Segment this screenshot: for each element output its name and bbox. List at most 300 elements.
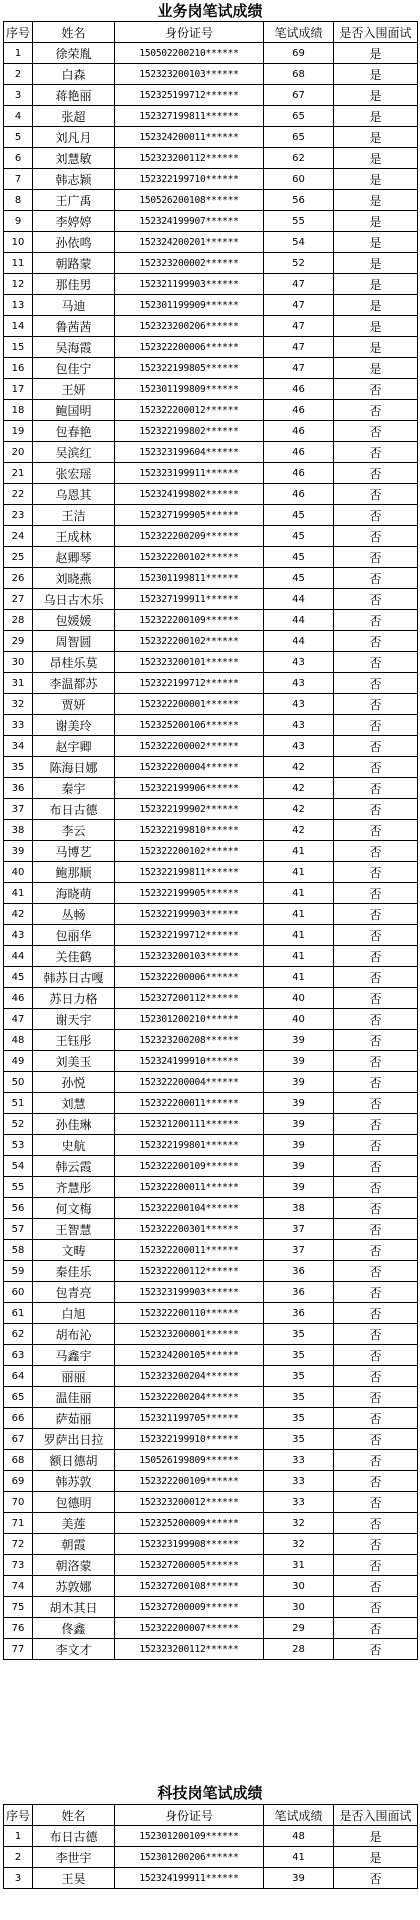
table-row bbox=[4, 274, 418, 295]
table-row bbox=[4, 589, 418, 610]
table-row bbox=[4, 547, 418, 568]
table-row bbox=[4, 1847, 418, 1868]
table-row bbox=[4, 421, 418, 442]
cell-name: 王昊 bbox=[33, 1868, 115, 1889]
cell-interview: 否 bbox=[334, 778, 418, 799]
cell-seq: 42 bbox=[4, 904, 33, 925]
cell-score: 39 bbox=[264, 1156, 334, 1177]
cell-score: 39 bbox=[264, 1072, 334, 1093]
cell-interview: 否 bbox=[334, 1009, 418, 1030]
table-row bbox=[4, 1429, 418, 1450]
cell-seq: 3 bbox=[4, 85, 33, 106]
cell-id: 152322200011****** bbox=[115, 1093, 264, 1114]
table-row bbox=[4, 400, 418, 421]
cell-seq: 74 bbox=[4, 1576, 33, 1597]
cell-name: 丛畅 bbox=[33, 904, 115, 925]
cell-name: 李温都苏 bbox=[33, 673, 115, 694]
table-row bbox=[4, 106, 418, 127]
cell-seq: 39 bbox=[4, 841, 33, 862]
cell-id: 152322200002****** bbox=[115, 736, 264, 757]
cell-score: 46 bbox=[264, 484, 334, 505]
cell-id: 152323200206****** bbox=[115, 316, 264, 337]
table-row bbox=[4, 85, 418, 106]
cell-interview: 否 bbox=[334, 1051, 418, 1072]
cell-score: 30 bbox=[264, 1576, 334, 1597]
cell-interview: 否 bbox=[334, 1513, 418, 1534]
header-name: 姓名 bbox=[33, 1805, 115, 1826]
cell-id: 152327199811****** bbox=[115, 106, 264, 127]
cell-id: 152323199911****** bbox=[115, 463, 264, 484]
cell-name: 胡木其日 bbox=[33, 1597, 115, 1618]
cell-score: 35 bbox=[264, 1429, 334, 1450]
cell-seq: 30 bbox=[4, 652, 33, 673]
table-row bbox=[4, 1471, 418, 1492]
cell-interview: 否 bbox=[334, 1219, 418, 1240]
cell-name: 布日古德 bbox=[33, 1826, 115, 1847]
cell-seq: 50 bbox=[4, 1072, 33, 1093]
cell-interview: 否 bbox=[334, 1639, 418, 1660]
cell-name: 胡布沁 bbox=[33, 1324, 115, 1345]
cell-id: 150502200210****** bbox=[115, 43, 264, 64]
table-row bbox=[4, 64, 418, 85]
cell-seq: 24 bbox=[4, 526, 33, 547]
cell-interview: 否 bbox=[334, 568, 418, 589]
cell-id: 152322200102****** bbox=[115, 547, 264, 568]
business-table-title: 业务岗笔试成绩 bbox=[157, 2, 263, 20]
table-row bbox=[4, 337, 418, 358]
cell-name: 额日德胡 bbox=[33, 1450, 115, 1471]
cell-seq: 55 bbox=[4, 1177, 33, 1198]
cell-name: 王广禹 bbox=[33, 190, 115, 211]
table-row bbox=[4, 1408, 418, 1429]
cell-name: 罗萨出日拉 bbox=[33, 1429, 115, 1450]
business-score-table bbox=[3, 21, 418, 1660]
table-row bbox=[4, 652, 418, 673]
cell-score: 69 bbox=[264, 43, 334, 64]
cell-seq: 10 bbox=[4, 232, 33, 253]
cell-score: 54 bbox=[264, 232, 334, 253]
cell-score: 39 bbox=[264, 1868, 334, 1889]
cell-score: 45 bbox=[264, 568, 334, 589]
cell-score: 48 bbox=[264, 1826, 334, 1847]
cell-score: 35 bbox=[264, 1387, 334, 1408]
cell-name: 乌恩其 bbox=[33, 484, 115, 505]
cell-interview: 是 bbox=[334, 190, 418, 211]
cell-seq: 29 bbox=[4, 631, 33, 652]
table-row bbox=[4, 862, 418, 883]
cell-id: 152322199906****** bbox=[115, 778, 264, 799]
cell-seq: 9 bbox=[4, 211, 33, 232]
cell-seq: 62 bbox=[4, 1324, 33, 1345]
cell-seq: 59 bbox=[4, 1261, 33, 1282]
cell-seq: 49 bbox=[4, 1051, 33, 1072]
cell-name: 蒋艳丽 bbox=[33, 85, 115, 106]
cell-score: 32 bbox=[264, 1513, 334, 1534]
cell-id: 152301200206****** bbox=[115, 1847, 264, 1868]
cell-seq: 26 bbox=[4, 568, 33, 589]
table-row bbox=[4, 778, 418, 799]
cell-seq: 16 bbox=[4, 358, 33, 379]
cell-id: 152322200102****** bbox=[115, 631, 264, 652]
cell-id: 152324200011****** bbox=[115, 127, 264, 148]
cell-interview: 否 bbox=[334, 463, 418, 484]
cell-seq: 19 bbox=[4, 421, 33, 442]
cell-interview: 否 bbox=[334, 673, 418, 694]
cell-seq: 1 bbox=[4, 43, 33, 64]
cell-score: 65 bbox=[264, 106, 334, 127]
cell-id: 152322200004****** bbox=[115, 1072, 264, 1093]
cell-id: 152322199905****** bbox=[115, 883, 264, 904]
cell-score: 33 bbox=[264, 1450, 334, 1471]
cell-interview: 是 bbox=[334, 1826, 418, 1847]
cell-id: 152322200012****** bbox=[115, 400, 264, 421]
table-row bbox=[4, 253, 418, 274]
table-row bbox=[4, 1156, 418, 1177]
cell-name: 吴滨红 bbox=[33, 442, 115, 463]
table-row bbox=[4, 1618, 418, 1639]
cell-name: 鲍国明 bbox=[33, 400, 115, 421]
cell-score: 39 bbox=[264, 1114, 334, 1135]
cell-id: 152324199907****** bbox=[115, 211, 264, 232]
cell-name: 刘慧敏 bbox=[33, 148, 115, 169]
cell-score: 62 bbox=[264, 148, 334, 169]
cell-score: 47 bbox=[264, 274, 334, 295]
cell-score: 65 bbox=[264, 127, 334, 148]
table-row bbox=[4, 1345, 418, 1366]
table-row bbox=[4, 1387, 418, 1408]
cell-id: 152327199905****** bbox=[115, 505, 264, 526]
cell-seq: 64 bbox=[4, 1366, 33, 1387]
cell-name: 包春艳 bbox=[33, 421, 115, 442]
cell-seq: 25 bbox=[4, 547, 33, 568]
cell-seq: 6 bbox=[4, 148, 33, 169]
table-row bbox=[4, 1009, 418, 1030]
cell-name: 秦宇 bbox=[33, 778, 115, 799]
cell-interview: 否 bbox=[334, 526, 418, 547]
cell-score: 39 bbox=[264, 1051, 334, 1072]
cell-name: 李文才 bbox=[33, 1639, 115, 1660]
cell-id: 152322200001****** bbox=[115, 694, 264, 715]
cell-name: 佟鑫 bbox=[33, 1618, 115, 1639]
cell-id: 152322200109****** bbox=[115, 1471, 264, 1492]
cell-interview: 否 bbox=[334, 1093, 418, 1114]
cell-score: 36 bbox=[264, 1303, 334, 1324]
cell-name: 赵卿琴 bbox=[33, 547, 115, 568]
cell-interview: 是 bbox=[334, 211, 418, 232]
cell-id: 152322199902****** bbox=[115, 799, 264, 820]
cell-interview: 是 bbox=[334, 43, 418, 64]
cell-interview: 否 bbox=[334, 1156, 418, 1177]
cell-name: 文畴 bbox=[33, 1240, 115, 1261]
cell-id: 152322199805****** bbox=[115, 358, 264, 379]
cell-id: 152301199811****** bbox=[115, 568, 264, 589]
cell-interview: 否 bbox=[334, 1868, 418, 1889]
cell-seq: 20 bbox=[4, 442, 33, 463]
cell-score: 44 bbox=[264, 610, 334, 631]
cell-interview: 否 bbox=[334, 1492, 418, 1513]
cell-id: 152322200102****** bbox=[115, 841, 264, 862]
cell-interview: 是 bbox=[334, 358, 418, 379]
table-row bbox=[4, 946, 418, 967]
cell-interview: 是 bbox=[334, 316, 418, 337]
cell-seq: 61 bbox=[4, 1303, 33, 1324]
cell-score: 46 bbox=[264, 421, 334, 442]
header-interview: 是否入围面试 bbox=[334, 1805, 418, 1826]
cell-score: 39 bbox=[264, 1030, 334, 1051]
cell-name: 李云 bbox=[33, 820, 115, 841]
table-row bbox=[4, 1114, 418, 1135]
header-seq: 序号 bbox=[4, 22, 33, 43]
cell-interview: 否 bbox=[334, 988, 418, 1009]
cell-id: 152323200101****** bbox=[115, 652, 264, 673]
cell-score: 29 bbox=[264, 1618, 334, 1639]
cell-name: 刘慧 bbox=[33, 1093, 115, 1114]
cell-name: 昂桂乐莫 bbox=[33, 652, 115, 673]
table-row bbox=[4, 1072, 418, 1093]
cell-interview: 否 bbox=[334, 736, 418, 757]
table-row bbox=[4, 1177, 418, 1198]
table-row bbox=[4, 883, 418, 904]
cell-interview: 是 bbox=[334, 232, 418, 253]
cell-seq: 44 bbox=[4, 946, 33, 967]
cell-interview: 否 bbox=[334, 1261, 418, 1282]
cell-id: 152322200004****** bbox=[115, 757, 264, 778]
cell-name: 张宏瑶 bbox=[33, 463, 115, 484]
cell-name: 朝洛蒙 bbox=[33, 1555, 115, 1576]
cell-seq: 4 bbox=[4, 106, 33, 127]
cell-interview: 否 bbox=[334, 1576, 418, 1597]
table-row bbox=[4, 988, 418, 1009]
cell-name: 秦佳乐 bbox=[33, 1261, 115, 1282]
cell-seq: 46 bbox=[4, 988, 33, 1009]
table-row bbox=[4, 316, 418, 337]
table-row bbox=[4, 820, 418, 841]
cell-interview: 否 bbox=[334, 1282, 418, 1303]
cell-score: 28 bbox=[264, 1639, 334, 1660]
cell-score: 42 bbox=[264, 820, 334, 841]
cell-interview: 否 bbox=[334, 1450, 418, 1471]
cell-id: 152321199705****** bbox=[115, 1408, 264, 1429]
cell-id: 152301200109****** bbox=[115, 1826, 264, 1847]
table-row bbox=[4, 295, 418, 316]
cell-id: 152325199712****** bbox=[115, 85, 264, 106]
cell-name: 孙佳琳 bbox=[33, 1114, 115, 1135]
cell-seq: 54 bbox=[4, 1156, 33, 1177]
cell-score: 60 bbox=[264, 169, 334, 190]
cell-name: 白旭 bbox=[33, 1303, 115, 1324]
cell-score: 35 bbox=[264, 1324, 334, 1345]
cell-score: 41 bbox=[264, 904, 334, 925]
cell-id: 152322200112****** bbox=[115, 1261, 264, 1282]
cell-interview: 是 bbox=[334, 1847, 418, 1868]
table-row bbox=[4, 841, 418, 862]
cell-seq: 13 bbox=[4, 295, 33, 316]
cell-score: 39 bbox=[264, 1135, 334, 1156]
cell-name: 苏敦娜 bbox=[33, 1576, 115, 1597]
header-seq: 序号 bbox=[4, 1805, 33, 1826]
cell-name: 张超 bbox=[33, 106, 115, 127]
cell-interview: 否 bbox=[334, 1408, 418, 1429]
cell-score: 52 bbox=[264, 253, 334, 274]
cell-interview: 否 bbox=[334, 1030, 418, 1051]
cell-name: 海晓萌 bbox=[33, 883, 115, 904]
cell-id: 152327199911****** bbox=[115, 589, 264, 610]
table-row bbox=[4, 715, 418, 736]
cell-score: 46 bbox=[264, 442, 334, 463]
cell-seq: 35 bbox=[4, 757, 33, 778]
table-row bbox=[4, 190, 418, 211]
table-row bbox=[4, 1303, 418, 1324]
cell-interview: 否 bbox=[334, 1072, 418, 1093]
cell-seq: 33 bbox=[4, 715, 33, 736]
table-row bbox=[4, 1534, 418, 1555]
cell-id: 152322200109****** bbox=[115, 610, 264, 631]
cell-score: 41 bbox=[264, 841, 334, 862]
cell-seq: 60 bbox=[4, 1282, 33, 1303]
cell-interview: 否 bbox=[334, 1429, 418, 1450]
cell-name: 包青亮 bbox=[33, 1282, 115, 1303]
cell-seq: 5 bbox=[4, 127, 33, 148]
cell-id: 152322199910****** bbox=[115, 1429, 264, 1450]
cell-seq: 67 bbox=[4, 1429, 33, 1450]
cell-id: 152322200011****** bbox=[115, 1177, 264, 1198]
cell-interview: 否 bbox=[334, 967, 418, 988]
cell-id: 152323200103****** bbox=[115, 946, 264, 967]
tech-score-table bbox=[3, 1804, 418, 1889]
table-row bbox=[4, 211, 418, 232]
cell-score: 37 bbox=[264, 1240, 334, 1261]
cell-name: 李世宇 bbox=[33, 1847, 115, 1868]
cell-name: 王智慧 bbox=[33, 1219, 115, 1240]
cell-score: 41 bbox=[264, 946, 334, 967]
cell-seq: 32 bbox=[4, 694, 33, 715]
cell-score: 47 bbox=[264, 316, 334, 337]
cell-seq: 1 bbox=[4, 1826, 33, 1847]
header-name: 姓名 bbox=[33, 22, 115, 43]
cell-score: 41 bbox=[264, 1847, 334, 1868]
cell-score: 67 bbox=[264, 85, 334, 106]
cell-seq: 56 bbox=[4, 1198, 33, 1219]
cell-id: 152324200201****** bbox=[115, 232, 264, 253]
cell-id: 152323199604****** bbox=[115, 442, 264, 463]
cell-interview: 否 bbox=[334, 1618, 418, 1639]
cell-name: 乌日古木乐 bbox=[33, 589, 115, 610]
cell-id: 152323199908****** bbox=[115, 1534, 264, 1555]
cell-score: 35 bbox=[264, 1366, 334, 1387]
cell-seq: 58 bbox=[4, 1240, 33, 1261]
cell-score: 43 bbox=[264, 652, 334, 673]
cell-id: 152301199909****** bbox=[115, 295, 264, 316]
table-row bbox=[4, 1513, 418, 1534]
cell-name: 马鑫宇 bbox=[33, 1345, 115, 1366]
cell-interview: 否 bbox=[334, 946, 418, 967]
cell-interview: 是 bbox=[334, 127, 418, 148]
cell-score: 42 bbox=[264, 799, 334, 820]
cell-id: 152327200005****** bbox=[115, 1555, 264, 1576]
cell-seq: 37 bbox=[4, 799, 33, 820]
table-row bbox=[4, 43, 418, 64]
cell-seq: 52 bbox=[4, 1114, 33, 1135]
table-row bbox=[4, 1450, 418, 1471]
cell-interview: 否 bbox=[334, 904, 418, 925]
cell-interview: 否 bbox=[334, 1324, 418, 1345]
cell-score: 33 bbox=[264, 1471, 334, 1492]
cell-name: 包媛媛 bbox=[33, 610, 115, 631]
cell-name: 谢天宇 bbox=[33, 1009, 115, 1030]
cell-id: 152325200009****** bbox=[115, 1513, 264, 1534]
cell-name: 王妍 bbox=[33, 379, 115, 400]
cell-id: 152323200001****** bbox=[115, 1324, 264, 1345]
cell-seq: 27 bbox=[4, 589, 33, 610]
cell-interview: 是 bbox=[334, 169, 418, 190]
cell-score: 33 bbox=[264, 1492, 334, 1513]
cell-id: 152327200108****** bbox=[115, 1576, 264, 1597]
cell-interview: 否 bbox=[334, 1303, 418, 1324]
cell-interview: 否 bbox=[334, 1177, 418, 1198]
cell-name: 王成林 bbox=[33, 526, 115, 547]
cell-seq: 2 bbox=[4, 1847, 33, 1868]
cell-id: 152327200009****** bbox=[115, 1597, 264, 1618]
cell-name: 鲁茜茜 bbox=[33, 316, 115, 337]
cell-score: 55 bbox=[264, 211, 334, 232]
table-row bbox=[4, 379, 418, 400]
cell-seq: 38 bbox=[4, 820, 33, 841]
cell-seq: 40 bbox=[4, 862, 33, 883]
cell-name: 王洁 bbox=[33, 505, 115, 526]
cell-id: 152322200006****** bbox=[115, 337, 264, 358]
cell-score: 43 bbox=[264, 715, 334, 736]
cell-id: 152321199903****** bbox=[115, 274, 264, 295]
cell-name: 齐慧彤 bbox=[33, 1177, 115, 1198]
cell-interview: 否 bbox=[334, 1240, 418, 1261]
cell-seq: 28 bbox=[4, 610, 33, 631]
cell-name: 谢美玲 bbox=[33, 715, 115, 736]
cell-seq: 70 bbox=[4, 1492, 33, 1513]
cell-id: 152327200112****** bbox=[115, 988, 264, 1009]
cell-id: 152322200104****** bbox=[115, 1198, 264, 1219]
cell-id: 152322200209****** bbox=[115, 526, 264, 547]
cell-score: 46 bbox=[264, 379, 334, 400]
cell-score: 44 bbox=[264, 631, 334, 652]
cell-score: 40 bbox=[264, 988, 334, 1009]
cell-name: 李婷婷 bbox=[33, 211, 115, 232]
table-row bbox=[4, 610, 418, 631]
cell-seq: 73 bbox=[4, 1555, 33, 1576]
cell-seq: 66 bbox=[4, 1408, 33, 1429]
table-row bbox=[4, 1366, 418, 1387]
cell-id: 152301200210****** bbox=[115, 1009, 264, 1030]
cell-interview: 是 bbox=[334, 295, 418, 316]
cell-interview: 否 bbox=[334, 1345, 418, 1366]
cell-interview: 否 bbox=[334, 400, 418, 421]
cell-score: 35 bbox=[264, 1345, 334, 1366]
cell-score: 47 bbox=[264, 295, 334, 316]
cell-score: 38 bbox=[264, 1198, 334, 1219]
cell-score: 37 bbox=[264, 1219, 334, 1240]
cell-id: 152324199802****** bbox=[115, 484, 264, 505]
cell-name: 陈海日娜 bbox=[33, 757, 115, 778]
cell-score: 45 bbox=[264, 505, 334, 526]
cell-name: 孙依鸣 bbox=[33, 232, 115, 253]
table-row bbox=[4, 505, 418, 526]
cell-seq: 71 bbox=[4, 1513, 33, 1534]
cell-name: 何文梅 bbox=[33, 1198, 115, 1219]
cell-score: 31 bbox=[264, 1555, 334, 1576]
cell-name: 萨茹丽 bbox=[33, 1408, 115, 1429]
table-row bbox=[4, 1576, 418, 1597]
cell-score: 36 bbox=[264, 1261, 334, 1282]
cell-seq: 15 bbox=[4, 337, 33, 358]
